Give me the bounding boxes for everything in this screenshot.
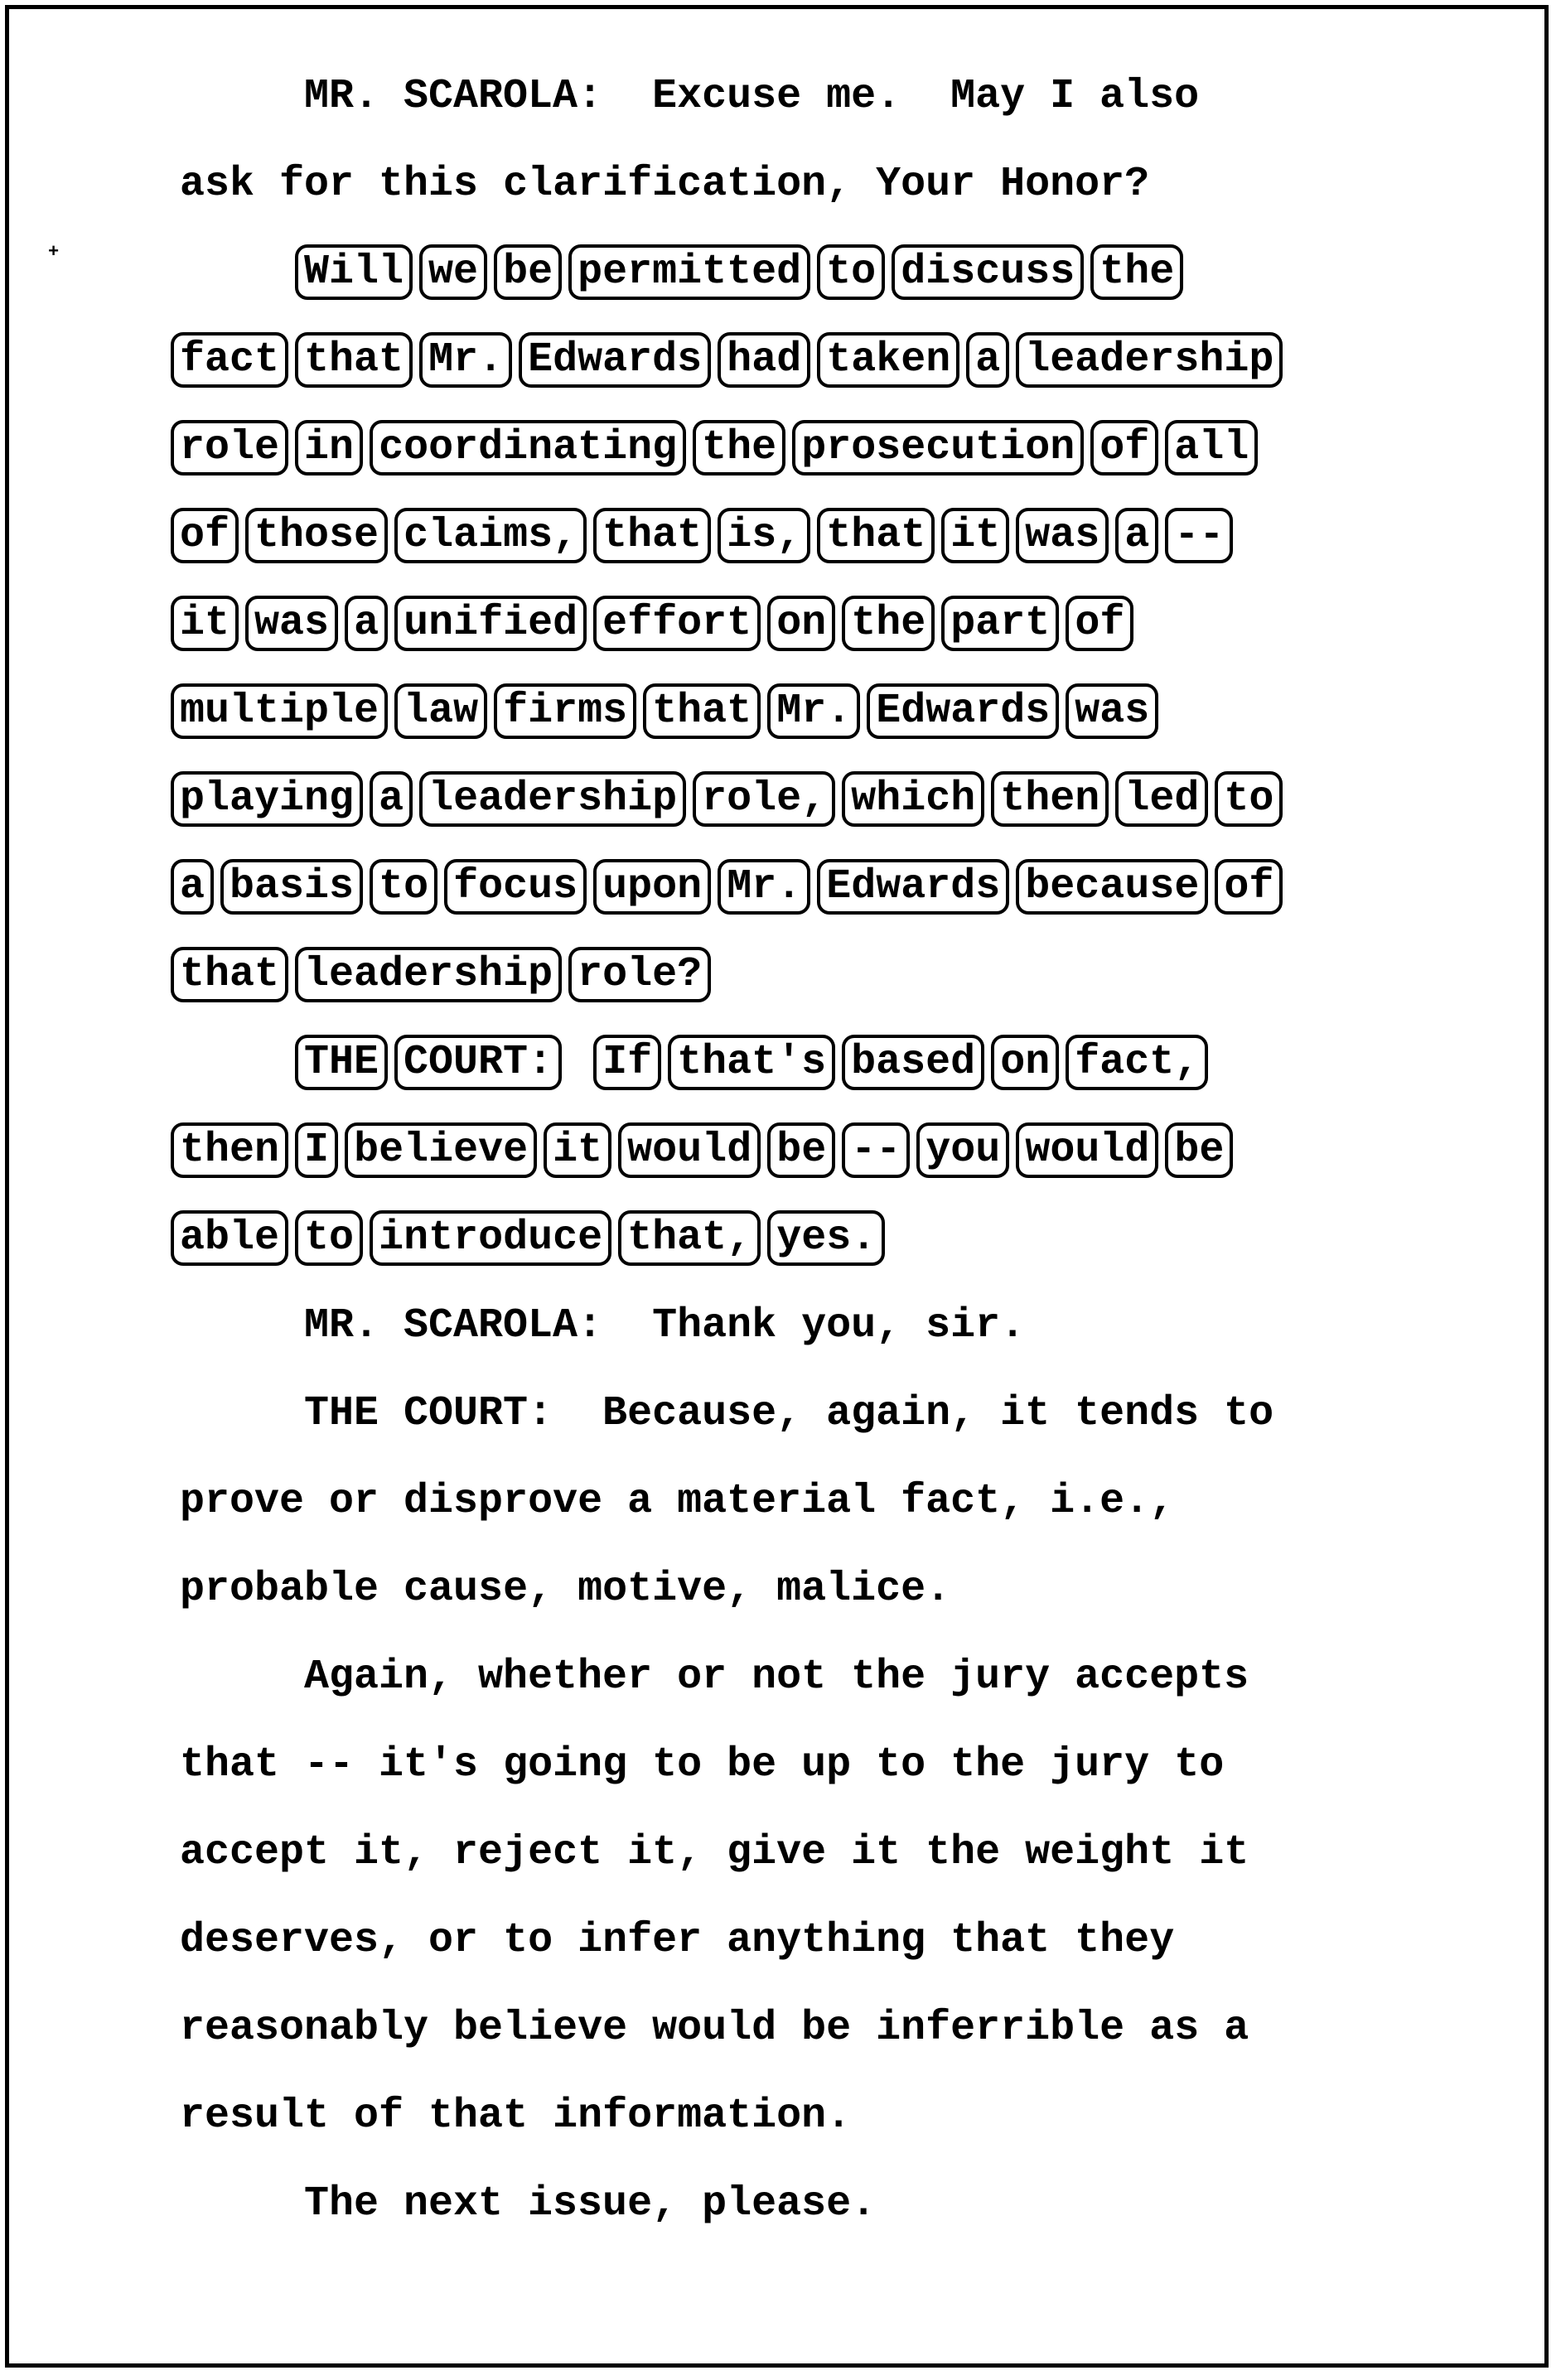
boxed-word: basis xyxy=(220,859,363,915)
transcript-line xyxy=(180,229,1544,316)
plain-text: that -- it's going to be up to the jury to xyxy=(180,1741,1225,1789)
transcript-line xyxy=(180,1195,1544,1282)
plain-text: MR. SCAROLA: Excuse me. May I also xyxy=(304,73,1200,120)
plain-text: deserves, or to infer anything that they xyxy=(180,1917,1175,1964)
transcript-line xyxy=(180,404,1544,492)
boxed-word: focus xyxy=(444,859,587,915)
plain-text: prove or disprove a material fact, i.e., xyxy=(180,1478,1175,1525)
transcript-line xyxy=(180,2073,1544,2160)
boxed-word: introduce xyxy=(370,1210,611,1266)
plain-text: The next issue, please. xyxy=(304,2180,877,2228)
transcript-line xyxy=(180,843,1544,931)
boxed-word: was xyxy=(245,596,338,651)
transcript-line xyxy=(180,1634,1544,1721)
boxed-word: you xyxy=(916,1122,1009,1178)
boxed-word: was xyxy=(1016,508,1109,563)
transcript xyxy=(180,53,1544,2248)
plain-text: MR. SCAROLA: Thank you, sir. xyxy=(304,1302,1026,1349)
boxed-word: If xyxy=(593,1035,661,1090)
boxed-word: part xyxy=(941,596,1059,651)
boxed-word: I xyxy=(295,1122,338,1178)
plain-text: THE COURT: Because, again, it tends to xyxy=(304,1390,1274,1437)
transcript-line xyxy=(180,1809,1544,1897)
boxed-word: we xyxy=(419,244,487,300)
transcript-line xyxy=(180,756,1544,843)
boxed-word: of xyxy=(1090,420,1158,476)
boxed-word: multiple xyxy=(171,683,388,739)
boxed-word: Mr. xyxy=(419,332,512,388)
boxed-word: coordinating xyxy=(370,420,686,476)
boxed-word: prosecution xyxy=(792,420,1084,476)
boxed-word: it xyxy=(941,508,1009,563)
boxed-word: Will xyxy=(295,244,413,300)
boxed-word: -- xyxy=(842,1122,910,1178)
transcript-line xyxy=(180,316,1544,404)
boxed-word: playing xyxy=(171,771,363,827)
boxed-word: THE xyxy=(295,1035,388,1090)
transcript-line xyxy=(180,1282,1544,1370)
boxed-word: role? xyxy=(568,947,711,1002)
boxed-word: believe xyxy=(345,1122,537,1178)
boxed-word: claims, xyxy=(394,508,587,563)
transcript-line xyxy=(180,1107,1544,1195)
boxed-word: had xyxy=(718,332,810,388)
boxed-word: was xyxy=(1066,683,1158,739)
boxed-word: a xyxy=(370,771,413,827)
plain-text: ask for this clarification, Your Honor? xyxy=(180,161,1150,208)
boxed-word: permitted xyxy=(568,244,810,300)
boxed-word: a xyxy=(966,332,1009,388)
boxed-word: a xyxy=(171,859,214,915)
boxed-word: the xyxy=(693,420,785,476)
boxed-word: effort xyxy=(593,596,761,651)
transcript-line xyxy=(180,492,1544,580)
boxed-word: fact xyxy=(171,332,288,388)
boxed-word: -- xyxy=(1165,508,1233,563)
boxed-word: then xyxy=(991,771,1109,827)
boxed-word: that's xyxy=(668,1035,835,1090)
boxed-word: role, xyxy=(693,771,835,827)
boxed-word: COURT: xyxy=(394,1035,562,1090)
transcript-line xyxy=(180,668,1544,756)
boxed-word: led xyxy=(1115,771,1208,827)
boxed-word: firms xyxy=(494,683,636,739)
boxed-word: a xyxy=(1115,508,1158,563)
boxed-word: of xyxy=(171,508,239,563)
transcript-line xyxy=(180,1370,1544,1458)
boxed-word: able xyxy=(171,1210,288,1266)
boxed-word: that xyxy=(817,508,935,563)
boxed-word: be xyxy=(767,1122,835,1178)
transcript-line xyxy=(180,931,1544,1019)
boxed-word: to xyxy=(370,859,437,915)
boxed-word: law xyxy=(394,683,487,739)
plain-text: reasonably believe would be inferrible as a xyxy=(180,2005,1249,2052)
boxed-word: based xyxy=(842,1035,984,1090)
transcript-line xyxy=(180,53,1544,141)
boxed-word: on xyxy=(767,596,835,651)
boxed-word: it xyxy=(171,596,239,651)
boxed-word: on xyxy=(991,1035,1059,1090)
boxed-word: Edwards xyxy=(519,332,711,388)
transcript-line xyxy=(180,1019,1544,1107)
transcript-line xyxy=(180,1897,1544,1985)
boxed-word: of xyxy=(1066,596,1133,651)
boxed-word: the xyxy=(1090,244,1183,300)
boxed-word: taken xyxy=(817,332,959,388)
boxed-word: to xyxy=(817,244,885,300)
boxed-word: those xyxy=(245,508,388,563)
boxed-word: be xyxy=(1165,1122,1233,1178)
stray-mark: + xyxy=(48,242,60,263)
plain-text: accept it, reject it, give it the weight it xyxy=(180,1829,1249,1876)
boxed-word: that, xyxy=(618,1210,761,1266)
boxed-word: that xyxy=(593,508,711,563)
boxed-word: that xyxy=(171,947,288,1002)
boxed-word: Mr. xyxy=(718,859,810,915)
boxed-word: Edwards xyxy=(817,859,1009,915)
boxed-word: leadership xyxy=(295,947,562,1002)
boxed-word: that xyxy=(295,332,413,388)
boxed-word: in xyxy=(295,420,363,476)
boxed-word: which xyxy=(842,771,984,827)
plain-text: result of that information. xyxy=(180,2093,852,2140)
boxed-word: of xyxy=(1215,859,1283,915)
transcript-line xyxy=(180,1985,1544,2073)
boxed-word: Mr. xyxy=(767,683,860,739)
boxed-word: yes. xyxy=(767,1210,885,1266)
plain-text: Again, whether or not the jury accepts xyxy=(304,1653,1249,1701)
boxed-word: that xyxy=(643,683,761,739)
boxed-word: is, xyxy=(718,508,810,563)
boxed-word: then xyxy=(171,1122,288,1178)
boxed-word: it xyxy=(544,1122,611,1178)
boxed-word: all xyxy=(1165,420,1258,476)
boxed-word: leadership xyxy=(1016,332,1283,388)
boxed-word: upon xyxy=(593,859,711,915)
plain-text: probable cause, motive, malice. xyxy=(180,1566,951,1613)
boxed-word: discuss xyxy=(892,244,1084,300)
boxed-word: a xyxy=(345,596,388,651)
transcript-line xyxy=(180,2160,1544,2248)
boxed-word: be xyxy=(494,244,562,300)
transcript-line xyxy=(180,1721,1544,1809)
transcript-line xyxy=(180,141,1544,229)
boxed-word: the xyxy=(842,596,935,651)
boxed-word: leadership xyxy=(419,771,686,827)
boxed-word: because xyxy=(1016,859,1208,915)
transcript-line xyxy=(180,1546,1544,1634)
boxed-word: fact, xyxy=(1066,1035,1208,1090)
boxed-word: to xyxy=(295,1210,363,1266)
boxed-word: would xyxy=(1016,1122,1158,1178)
boxed-word: role xyxy=(171,420,288,476)
transcript-line xyxy=(180,1458,1544,1546)
transcript-line xyxy=(180,580,1544,668)
boxed-word: Edwards xyxy=(867,683,1059,739)
boxed-word: to xyxy=(1215,771,1283,827)
boxed-word: would xyxy=(618,1122,761,1178)
boxed-word: unified xyxy=(394,596,587,651)
